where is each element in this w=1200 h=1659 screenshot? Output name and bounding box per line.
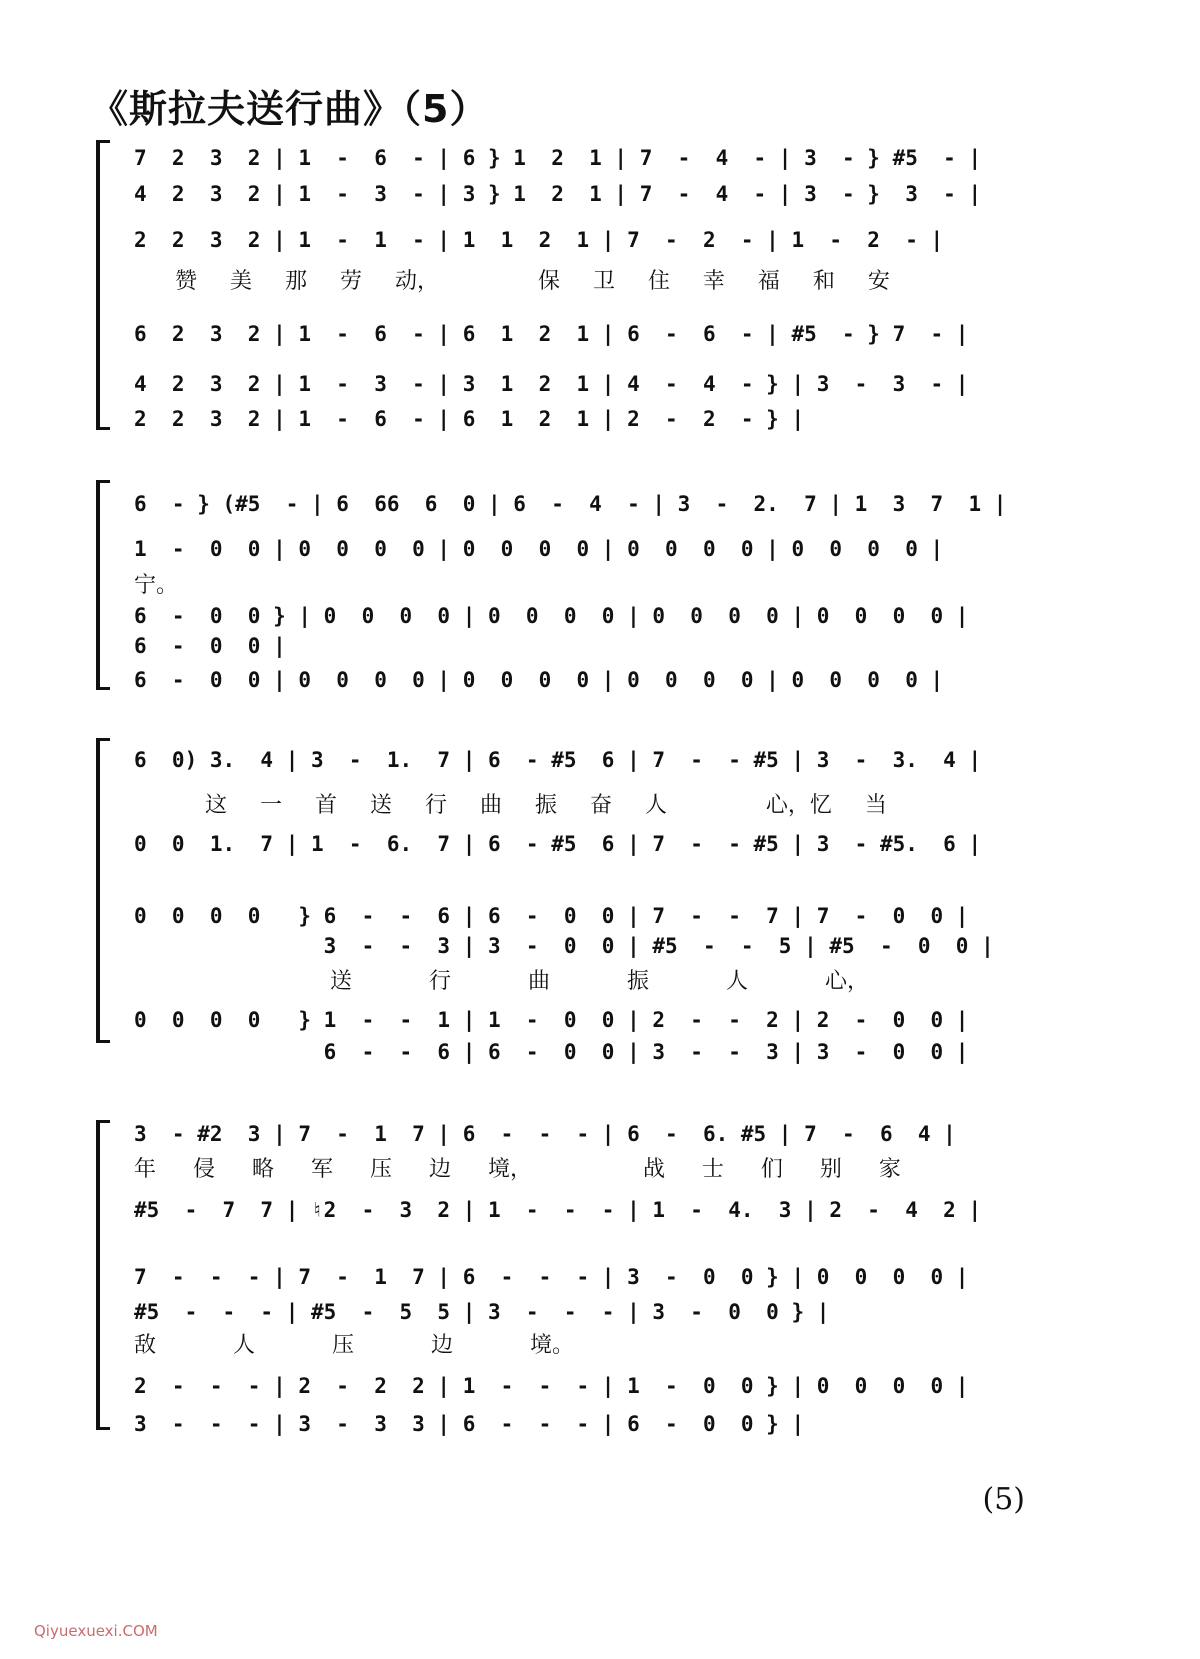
page-title: 《斯拉夫送行曲》（5） <box>90 87 489 131</box>
score-line: 6 - 0 0 | 0 0 0 0 | 0 0 0 0 | 0 0 0 0 | 0 0 0 0 | <box>134 668 944 692</box>
score-line: 1 - 0 0 | 0 0 0 0 | 0 0 0 0 | 0 0 0 0 | 0 0 0 0 | <box>134 537 944 561</box>
score-line: 6 - 0 0 } | 0 0 0 0 | 0 0 0 0 | 0 0 0 0 | 0 0 0 0 | <box>134 604 969 628</box>
score-line: 0 0 0 0 } 1 - - 1 | 1 - 0 0 | 2 - - 2 | 2 - 0 0 | <box>134 1008 969 1032</box>
score-line: 2 2 3 2 | 1 - 6 - | 6 1 2 1 | 2 - 2 - } | <box>134 407 805 431</box>
lyric-line: 年 侵 略 军 压 边 境， 战 士 们 别 家 <box>134 1157 901 1182</box>
watermark: Qiyuexuexi.COM <box>34 1622 158 1640</box>
score-line: 0 0 0 0 } 6 - - 6 | 6 - 0 0 | 7 - - 7 | 7 - 0 0 | <box>134 904 969 928</box>
score-line: 3 - #2 3 | 7 - 1 7 | 6 - - - | 6 - 6. #5 | 7 - 6 4 | <box>134 1122 956 1146</box>
score-line: 6 - 0 0 | <box>134 634 286 658</box>
lyric-line: 宁。 <box>134 573 179 598</box>
score-line: 2 2 3 2 | 1 - 1 - | 1 1 2 1 | 7 - 2 - | 1 - 2 - | <box>134 228 944 252</box>
lyric-line: 赞 美 那 劳 动， 保 卫 住 幸 福 和 安 <box>175 269 890 294</box>
system-bracket <box>96 140 100 430</box>
score-line: 6 - - 6 | 6 - 0 0 | 3 - - 3 | 3 - 0 0 | <box>134 1040 969 1064</box>
system-bracket <box>96 738 100 1043</box>
score-line: 0 0 1. 7 | 1 - 6. 7 | 6 - #5 6 | 7 - - #5 | 3 - #5. 6 | <box>134 832 982 856</box>
score-line: #5 - - - | #5 - 5 5 | 3 - - - | 3 - 0 0 } | <box>134 1300 830 1324</box>
score-line: 3 - - 3 | 3 - 0 0 | #5 - - 5 | #5 - 0 0 | <box>134 934 994 958</box>
score-line: 6 0) 3. 4 | 3 - 1. 7 | 6 - #5 6 | 7 - - #5 | 3 - 3. 4 | <box>134 748 982 772</box>
system-bracket <box>96 480 100 690</box>
system-bracket <box>96 1120 100 1430</box>
score-line: 4 2 3 2 | 1 - 3 - | 3 } 1 2 1 | 7 - 4 - | 3 - } 3 - | <box>134 182 982 206</box>
score-line: 3 - - - | 3 - 3 3 | 6 - - - | 6 - 0 0 } | <box>134 1412 805 1436</box>
score-line: 7 - - - | 7 - 1 7 | 6 - - - | 3 - 0 0 } | 0 0 0 0 | <box>134 1265 969 1289</box>
score-line: 7 2 3 2 | 1 - 6 - | 6 } 1 2 1 | 7 - 4 - | 3 - } #5 - | <box>134 146 982 170</box>
score-line: 6 - } (#5 - | 6 66 6 0 | 6 - 4 - | 3 - 2. 7 | 1 3 7 1 | <box>134 492 1007 516</box>
lyric-line: 敌 人 压 边 境。 <box>134 1333 574 1358</box>
lyric-line: 这 一 首 送 行 曲 振 奋 人 心，忆 当 <box>205 793 887 818</box>
lyric-line: 送 行 曲 振 人 心， <box>330 969 869 994</box>
score-line: 2 - - - | 2 - 2 2 | 1 - - - | 1 - 0 0 } | 0 0 0 0 | <box>134 1374 969 1398</box>
score-line: 6 2 3 2 | 1 - 6 - | 6 1 2 1 | 6 - 6 - | #5 - } 7 - | <box>134 322 969 346</box>
score-line: 4 2 3 2 | 1 - 3 - | 3 1 2 1 | 4 - 4 - } | 3 - 3 - | <box>134 372 969 396</box>
page-number: (5) <box>982 1482 1025 1517</box>
score-line: #5 - 7 7 | ♮2 - 3 2 | 1 - - - | 1 - 4. 3 | 2 - 4 2 | <box>134 1198 982 1222</box>
